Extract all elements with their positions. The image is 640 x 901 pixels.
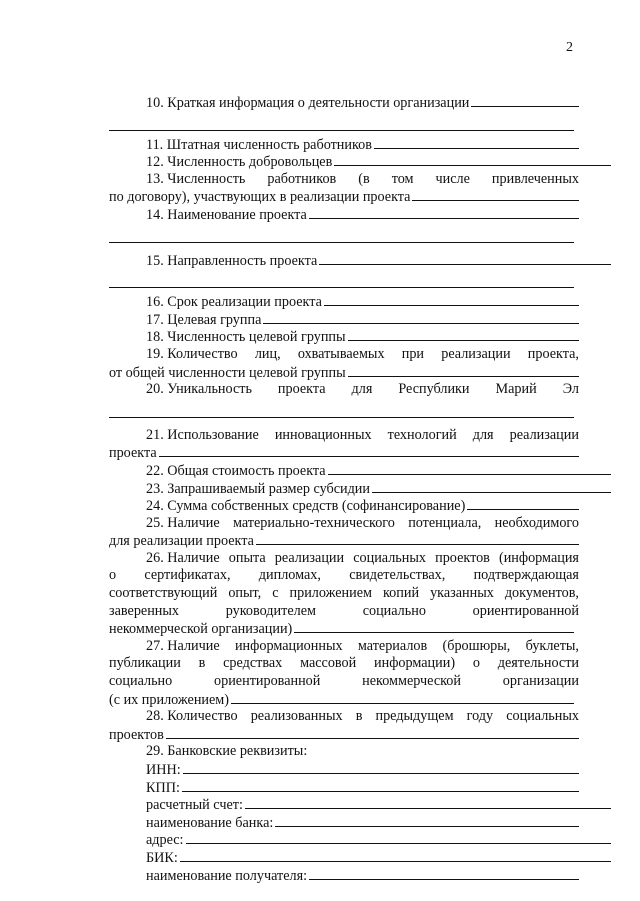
item-27-l3-w1: ориентированной [214,673,321,690]
item-27-w0: 27. Наличие [146,637,220,654]
item-27-w1: информационных [234,637,343,654]
item-25-w1: материально-технического [232,514,395,531]
item-26-label5: некоммерческой организации) [109,621,293,638]
item-20-w5: Эл [562,381,579,398]
item-28-label2: проектов [109,726,164,743]
bank-name-label: наименование банка: [146,814,274,831]
item-13-line2 [109,188,579,206]
item-14-label: 14. Наименование проекта [146,206,307,223]
item-27-l3-w0: социально [109,673,173,690]
item-26-w2: реализации [274,549,345,566]
item-26-l2-w2: дипломах, [258,567,321,584]
item-11 [109,136,579,154]
item-27-w3: (брошюры, [442,637,511,654]
bank-recipient [109,867,579,885]
item-28-w4: году [466,708,494,725]
item-19-line1 [109,346,579,364]
bank-inn-field[interactable] [183,761,579,774]
item-15-field-line2[interactable] [109,275,574,288]
item-20-line1 [109,381,579,399]
item-25-w3: необходимого [494,514,579,531]
item-22 [109,462,611,480]
item-26-l4-w2: социально [362,602,426,619]
item-26-line5 [109,620,574,638]
item-26-w5: (информация [498,549,579,566]
bank-name-field[interactable] [275,814,579,827]
item-13-w4: числе [435,170,470,187]
item-26-l2-w0: о [109,567,117,584]
application-form [109,94,579,884]
item-26-l3-w5: указанных [430,585,494,602]
item-13-w2: (в [358,170,370,187]
item-16-label: 16. Срок реализации проекта [146,294,322,311]
item-26-line2 [109,567,579,585]
item-26-w4: проектов [435,549,490,566]
bank-recipient-label: наименование получателя: [146,867,308,884]
item-20-w4: Марий [495,381,537,398]
item-24-field[interactable] [467,497,579,510]
bank-bik-field[interactable] [180,849,611,862]
item-10-field[interactable] [471,94,579,107]
item-26-line1 [109,550,579,568]
item-13-field[interactable] [412,188,579,201]
item-26-l2-w4: подтверждающая [473,567,579,584]
item-17-label: 17. Целевая группа [146,311,262,328]
item-27-w4: буклеты, [525,637,579,654]
bank-address [109,831,611,849]
item-28-w2: в [355,708,363,725]
item-19-w5: проекта, [527,345,579,362]
bank-inn [109,761,579,779]
item-25-w0: 25. Наличие [146,514,220,531]
item-21-w2: технологий [387,426,457,443]
item-19-field[interactable] [348,364,579,377]
item-20-w2: для [351,381,373,398]
item-27-l2-w0: публикации [109,655,181,672]
item-19-w4: реализации [441,345,511,362]
item-28-field[interactable] [166,726,579,739]
item-28-line1 [109,708,579,726]
item-18-field[interactable] [348,328,579,341]
item-27-l2-w6: деятельности [497,655,579,672]
bank-bik-label: БИК: [146,849,178,866]
bank-address-label: адрес: [146,832,184,849]
item-19-w3: при [401,345,425,362]
item-26-l3-w1: опыт, [228,585,262,602]
item-19-line2 [109,364,579,382]
item-10-field-line2[interactable] [109,118,574,131]
item-28-w1: реализованных [250,708,343,725]
item-18-label: 18. Численность целевой группы [146,329,346,346]
item-26-l3-w4: копий [383,585,420,602]
item-17-field[interactable] [263,311,579,324]
item-23 [109,480,611,498]
item-24-label: 24. Сумма собственных средств (софинансирование) [146,498,466,515]
item-26-w1: опыта [228,549,266,566]
item-23-label: 23. Запрашиваемый размер субсидии [146,480,370,497]
bank-kpp [109,779,579,797]
item-27-label4: (с их приложением) [109,691,229,708]
item-12-field[interactable] [334,153,611,166]
item-19-w1: лиц, [254,345,281,362]
item-26-l4-w3: ориентированной [472,602,579,619]
bank-name [109,814,579,832]
bank-account [109,796,611,814]
item-27-l3-w2: некоммерческой [362,673,461,690]
bank-address-field[interactable] [186,831,612,844]
item-25-field[interactable] [256,532,579,545]
item-11-label: 11. Штатная численность работников [146,136,372,153]
item-26-l2-w3: свидетельствах, [349,567,446,584]
item-15-field[interactable] [319,252,611,265]
item-20-field[interactable] [109,405,574,418]
bank-account-label: расчетный счет: [146,797,243,814]
item-14-field-line2[interactable] [109,230,574,243]
bank-account-field[interactable] [245,796,611,809]
item-25-line1 [109,515,579,533]
item-20-w1: проекта [277,381,326,398]
item-29 [109,743,579,761]
item-19-w0: 19. Количество [146,345,238,362]
item-26-l3-w0: соответствующий [109,585,218,602]
bank-inn-label: ИНН: [146,762,181,778]
bank-kpp-label: КПП: [146,779,180,796]
item-27-l2-w4: информации) [374,655,456,672]
item-21-label2: проекта [109,445,157,462]
item-27-l2-w1: в [198,655,206,672]
item-21-w1: инновационных [274,426,372,443]
item-13-line1 [109,171,579,189]
item-20-w0: 20. Уникальность [146,381,252,398]
item-29-label: 29. Банковские реквизиты: [146,743,308,760]
item-14-field[interactable] [309,206,579,219]
item-13-label2: по договору), участвующих в реализации проекта [109,189,411,206]
item-27-line4 [109,691,574,709]
item-27-field[interactable] [231,691,574,704]
item-13-w3: том [391,170,414,187]
item-27-line1 [109,638,579,656]
page-number: 2 [566,40,573,55]
item-28-w3: предыдущем [375,708,454,725]
item-14 [109,206,579,224]
item-28-w0: 28. Количество [146,708,238,725]
item-28-w5: социальных [506,708,579,725]
item-27-line3 [109,673,579,691]
item-10-label: 10. Краткая информация о деятельности организации [146,95,470,111]
item-26-l3-w6: документов, [504,585,579,602]
bank-bik [109,849,611,867]
item-15-label: 15. Направленность проекта [146,252,318,269]
bank-recipient-field[interactable] [309,867,579,880]
item-13-w1: работников [267,170,337,187]
item-13-w5: привлеченных [491,170,579,187]
item-26-line3 [109,585,579,603]
item-21-line1 [109,427,579,445]
item-27-l2-w3: массовой [300,655,357,672]
item-18 [109,328,579,346]
item-25-w2: потенциала, [408,514,482,531]
item-16-field[interactable] [324,293,579,306]
item-22-label: 22. Общая стоимость проекта [146,462,326,479]
item-26-line4 [109,603,579,621]
item-28-line2 [109,726,579,744]
item-26-l2-w1: сертификатах, [144,567,231,584]
item-10 [109,94,579,112]
item-16 [109,293,579,311]
item-26-l4-w0: заверенных [109,602,180,619]
item-17 [109,311,579,329]
item-26-l3-w2: с [272,585,279,602]
item-27-l2-w2: средствах [223,655,283,672]
item-27-line2 [109,655,579,673]
item-11-field[interactable] [374,136,579,149]
item-27-l3-w3: организации [502,673,579,690]
item-23-field[interactable] [372,480,611,493]
item-26-w3: социальных [353,549,426,566]
item-21-field[interactable] [159,444,579,457]
item-19-w2: охватываемых [297,345,385,362]
item-21-w3: для [472,426,494,443]
item-26-w0: 26. Наличие [146,549,220,566]
item-21-w0: 21. Использование [146,426,259,443]
item-15 [109,252,611,270]
item-26-field[interactable] [294,620,574,633]
item-27-l2-w5: о [472,655,480,672]
item-21-line2 [109,444,579,462]
item-12-label: 12. Численность добровольцев [146,154,333,171]
item-21-w4: реализации [509,426,579,443]
item-25-label2: для реализации проекта [109,533,254,550]
item-25-line2 [109,532,579,550]
item-22-field[interactable] [328,462,611,475]
item-26-l4-w1: руководителем [225,602,316,619]
item-24 [109,497,579,515]
item-26-l3-w3: приложением [289,585,373,602]
bank-kpp-field[interactable] [182,779,579,792]
item-12 [109,153,611,171]
item-27-w2: материалов [357,637,428,654]
item-20-w3: Республики [398,381,470,398]
item-13-w0: 13. Численность [146,170,246,187]
item-19-label2: от общей численности целевой группы [109,364,346,381]
